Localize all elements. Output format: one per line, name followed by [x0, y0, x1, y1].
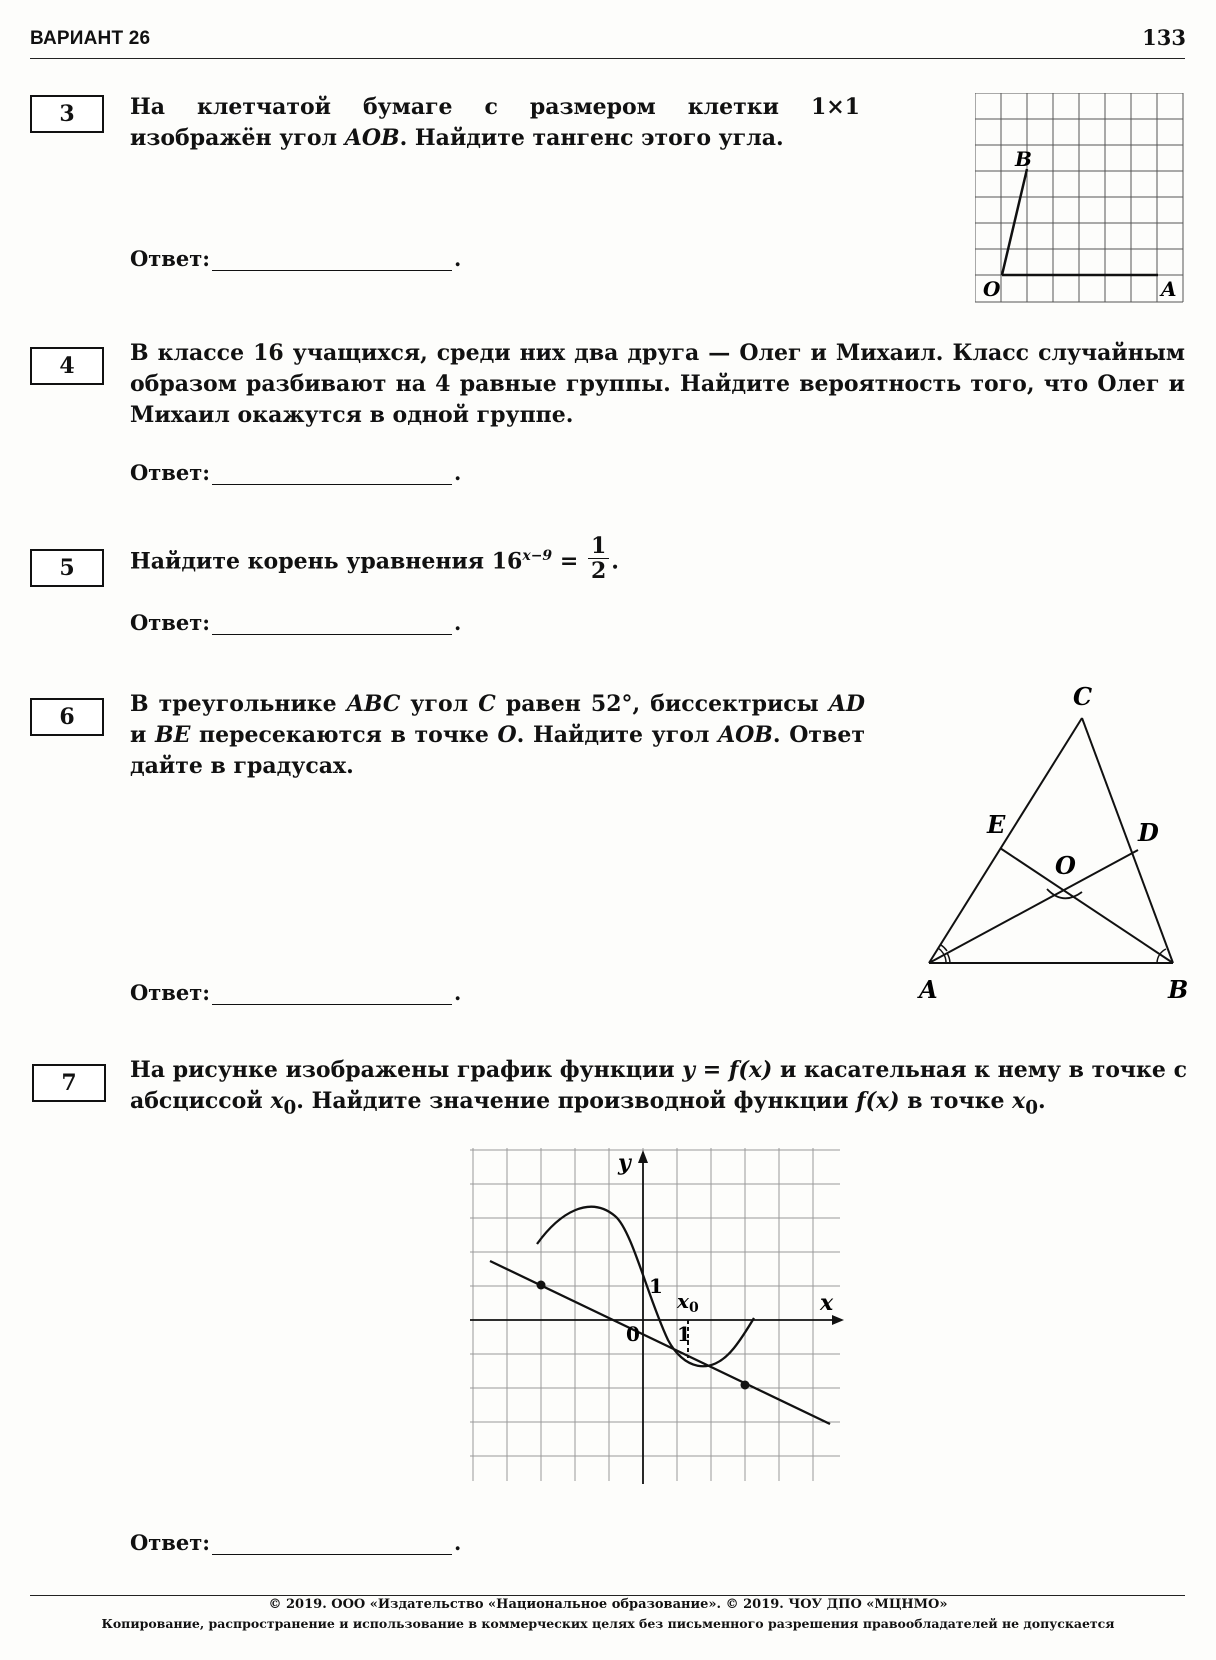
task-7-graph-figure — [470, 1148, 850, 1488]
task-3-text: На клетчатой бумаге с размером клетки 1×1 изображён угол AOB. Найдите тангенс этого угла. — [130, 94, 860, 151]
task-3-answer: Ответ: . — [130, 246, 462, 271]
label-e: E — [987, 810, 1006, 839]
bisector-ad — [929, 850, 1138, 963]
label-b: B — [1015, 147, 1032, 171]
task-7-number: 7 — [32, 1064, 106, 1102]
label-origin: 0 — [626, 1322, 640, 1346]
label-o: O — [1055, 851, 1076, 880]
label-d: D — [1138, 818, 1159, 847]
bisector-be — [1000, 848, 1173, 963]
task-3-answer-field[interactable] — [212, 248, 452, 271]
task-3-grid-figure — [975, 93, 1187, 303]
task-4-answer-field[interactable] — [212, 462, 452, 485]
footer-rule — [30, 1595, 1185, 1596]
label-a: A — [919, 975, 938, 1004]
label-x-axis: x — [820, 1290, 834, 1316]
task-7-text: На рисунке изображены график функции y = f(x) и касательная к нему в точке с абсциссой $x_0$. Найдите значение производной функции f(x) в точке $x_0$. — [130, 1057, 1187, 1119]
function-curve — [537, 1207, 754, 1367]
side-cb — [1082, 718, 1173, 963]
task-4-text: В классе 16 учащихся, среди них два друга — Олег и Михаил. Класс случайным образом разбивают на 4 равные группы. Найдите вероятность того, что Олег и Михаил окажутся в одной группе. — [130, 340, 1185, 428]
task-6-number: 6 — [30, 698, 104, 736]
label-one-y: 1 — [649, 1274, 663, 1298]
label-x0: $x_0$ — [677, 1289, 699, 1316]
footer-copyright: © 2019. ООО «Издательство «Национальное образование». © 2019. ЧОУ ДПО «МЦНМО» — [268, 1597, 948, 1612]
tangent-point-right — [741, 1381, 750, 1390]
task-4-number: 4 — [30, 347, 104, 385]
y-axis-arrow — [638, 1150, 648, 1163]
graph-grid — [470, 1148, 840, 1481]
label-a: A — [1161, 277, 1177, 301]
task-5-text: Найдите корень уравнения $16^{x-9}$ = $\frac{1}{2}$ . — [130, 533, 619, 584]
header-rule — [30, 58, 1185, 59]
task-6-text: В треугольнике ABC угол C равен 52°, биссектрисы AD и BE пересекаются в точке O. Найдите угол AOB. Ответ дайте в градусах. — [130, 691, 865, 779]
task-6-triangle-figure — [905, 680, 1195, 1010]
page-number: 133 — [1142, 25, 1186, 50]
variant-title: ВАРИАНТ 26 — [30, 28, 151, 49]
ray-ob — [1002, 169, 1027, 275]
task-3-number: 3 — [30, 95, 104, 133]
label-c: C — [1073, 682, 1093, 711]
x-axis-arrow — [832, 1315, 844, 1325]
task-4-answer: Ответ: . — [130, 460, 462, 485]
task-7-answer: Ответ: . — [130, 1530, 462, 1555]
task-6-answer: Ответ: . — [130, 980, 462, 1005]
fraction-one-half: $\frac{1}{2}$ — [588, 534, 609, 583]
label-o: O — [983, 277, 1001, 301]
task-5-number: 5 — [30, 549, 104, 587]
task-5-answer: Ответ: . — [130, 610, 462, 635]
side-ac — [929, 718, 1082, 963]
label-y-axis: y — [618, 1150, 631, 1176]
task-6-answer-field[interactable] — [212, 982, 452, 1005]
task-5-answer-field[interactable] — [212, 612, 452, 635]
label-one-x: 1 — [677, 1322, 691, 1346]
task-7-answer-field[interactable] — [212, 1532, 452, 1555]
tangent-point-left — [537, 1281, 546, 1290]
footer-notice: Копирование, распространение и использование в коммерческих целях без письменного разрешения правообладателей не допускается — [101, 1616, 1115, 1631]
label-b: B — [1168, 975, 1189, 1004]
